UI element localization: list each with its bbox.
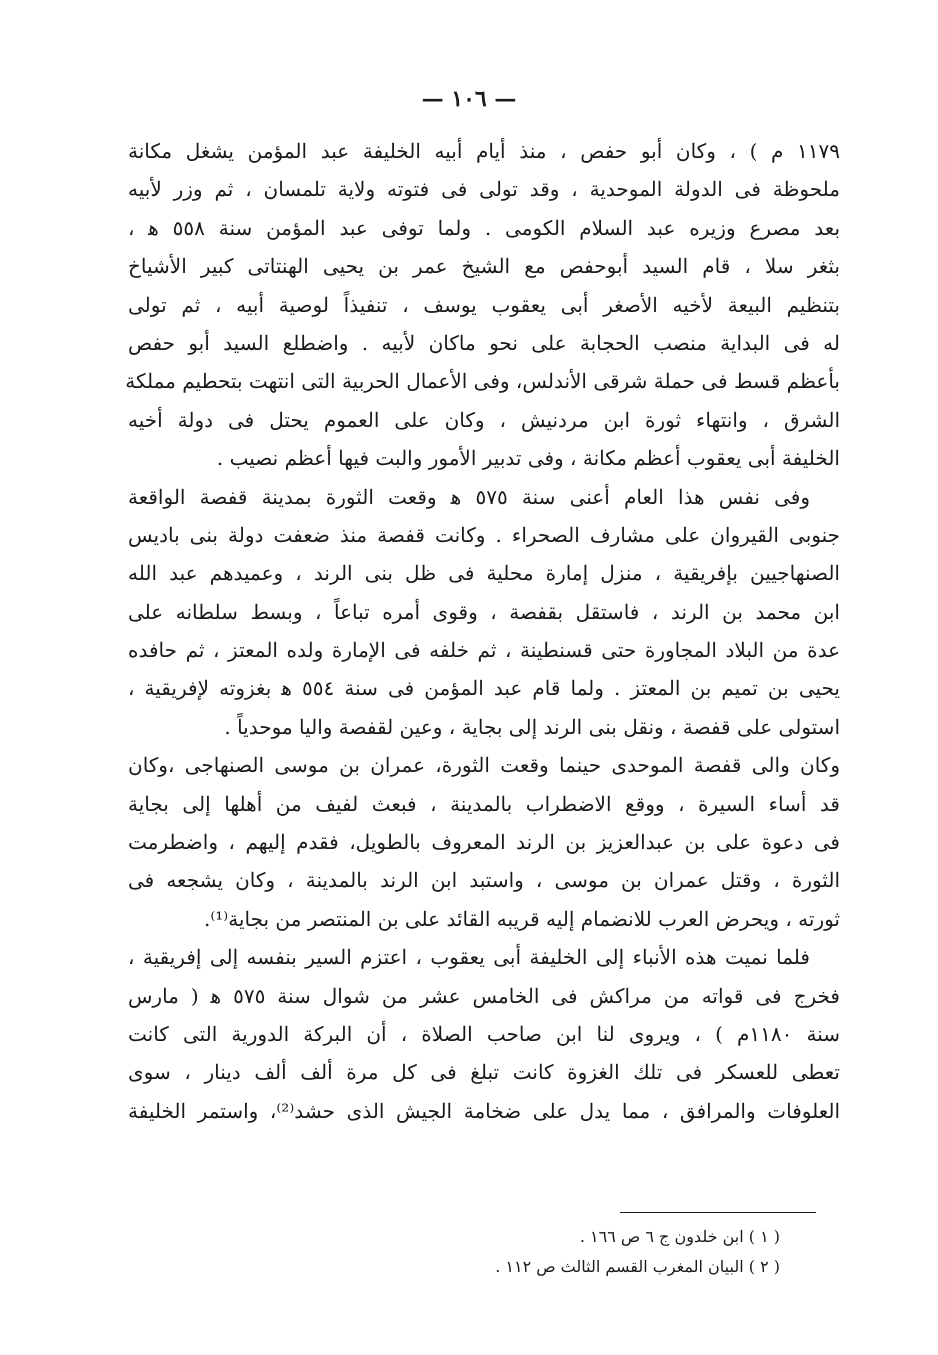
- text-line: الصنهاجيين بإفريقية ، منزل إمارة محلية فى ظل بنى الرند ، وعميدهم عبد الله: [128, 561, 840, 586]
- text-line: ملحوظة فى الدولة الموحدية ، وقد تولى فى فتوته ولاية تلمسان ، ثم وزر لأبيه: [128, 177, 840, 202]
- text-line: ١١٧٩ م ) ، وكان أبو حفص ، منذ أيام أبيه الخليفة عبد المؤمن يشغل مكانة: [128, 139, 840, 163]
- text-line: عدة من البلاد المجاورة حتى قسنطينة ، ثم خلفه فى الإمارة ولده المعتز ، ثم حافده: [128, 638, 840, 663]
- text-line: فى دعوة على بن عبدالعزيز بن الرند المعروف بالطويل، فقدم إليهم ، واضطرمت: [128, 830, 840, 855]
- text-line: ثورته ، ويحرض العرب للانضمام إليه قريبه القائد على بن المنتصر من بجاية⁽¹⁾.: [203, 906, 840, 931]
- text-line: الشرق ، وانتهاء ثورة ابن مردنيش ، وكان على العموم يحتل فى دولة أخيه: [128, 407, 840, 432]
- text-line: يحيى بن تميم بن المعتز . ولما قام عبد المؤمن فى سنة ٥٥٤ ﻫ بغزوته لإفريقية ،: [128, 676, 840, 701]
- page-number: — ١٠٦ —: [421, 86, 517, 112]
- text-line: قد أساء السيرة ، ووقع الاضطراب بالمدينة ، فبعث لفيف من أهلها إلى بجاية: [128, 791, 840, 816]
- text-line: وكان والى قفصة الموحدى حينما وقعت الثورة، عمران بن موسى الصنهاجى ،وكان: [128, 753, 840, 778]
- footnote-item: ( ١ ) ابن خلدون ج ٦ ص ١٦٦ .: [579, 1227, 780, 1246]
- text-line: استولى على قفصة ، ونقل بنى الرند إلى بجاية ، وعين لقفصة واليا موحدياً .: [224, 714, 840, 739]
- text-line: بثغر سلا ، قام السيد أبوحفص مع الشيخ عمر بن يحيى الهنتاتى كبير الأشياخ: [128, 254, 840, 279]
- text-line: بتنظيم البيعة لأخيه الأصغر أبى يعقوب يوسف ، تنفيذاً لوصية أبيه ، ثم تولى: [128, 292, 840, 317]
- text-line: بعد مصرع وزيره عبد السلام الكومى . ولما توفى عبد المؤمن سنة ٥٥٨ ﻫ ،: [128, 215, 841, 240]
- text-line: تعطى للعسكر فى تلك الغزوة كانت تبلغ فى كل مرة ألف ألف دينار ، سوى: [128, 1060, 840, 1085]
- footnote-item: ( ٢ ) البيان المغرب القسم الثالث ص ١١٢ .: [495, 1257, 780, 1276]
- text-line: بأعظم قسط فى حملة شرقى الأندلس، وفى الأعمال الحربية التى انتهت بتحطيم مملكة: [125, 369, 840, 394]
- text-line: فخرج فى قواته من مراكش فى الخامس عشر من شوال سنة ٥٧٥ ﻫ ( مارس: [128, 983, 840, 1008]
- text-line: الخليفة أبى يعقوب أعظم مكانة ، وفى تدبير الأمور والبت فيها أعظم نصيب .: [216, 446, 840, 471]
- footnote-divider: [620, 1212, 816, 1213]
- text-line: جنوبى القيروان على مشارف الصحراء . وكانت قفصة منذ ضعفت دولة بنى باديس: [128, 522, 840, 547]
- text-line: العلوفات والمرافق ، مما يدل على ضخامة الجيش الذى حشد⁽²⁾، واستمر الخليفة: [128, 1098, 841, 1123]
- text-line: الثورة ، وقتل عمران بن موسى ، واستبد ابن الرند بالمدينة ، وكان يشجعه فى: [128, 868, 840, 893]
- footnotes: [400, 1222, 780, 1282]
- body-text: [125, 132, 841, 1130]
- text-line: وفى نفس هذا العام أعنى سنة ٥٧٥ ﻫ وقعت الثورة بمدينة قفصة الواقعة: [128, 484, 810, 509]
- text-line: ابن محمد بن الرند ، فاستقل بقفصة ، وقوى أمره تباعاً ، وبسط سلطانه على: [128, 599, 840, 624]
- text-line: له فى البداية منصب الحجابة على نحو ماكان لأبيه . واضطلع السيد أبو حفص: [128, 330, 840, 355]
- text-line: فلما نميت هذه الأنباء إلى الخليفة أبى يعقوب ، اعتزم السير بنفسه إلى إفريقية ،: [128, 945, 810, 970]
- text-line: سنة ١١٨٠م ) ، ويروى لنا ابن صاحب الصلاة ، أن البركة الدورية التى كانت: [128, 1021, 840, 1046]
